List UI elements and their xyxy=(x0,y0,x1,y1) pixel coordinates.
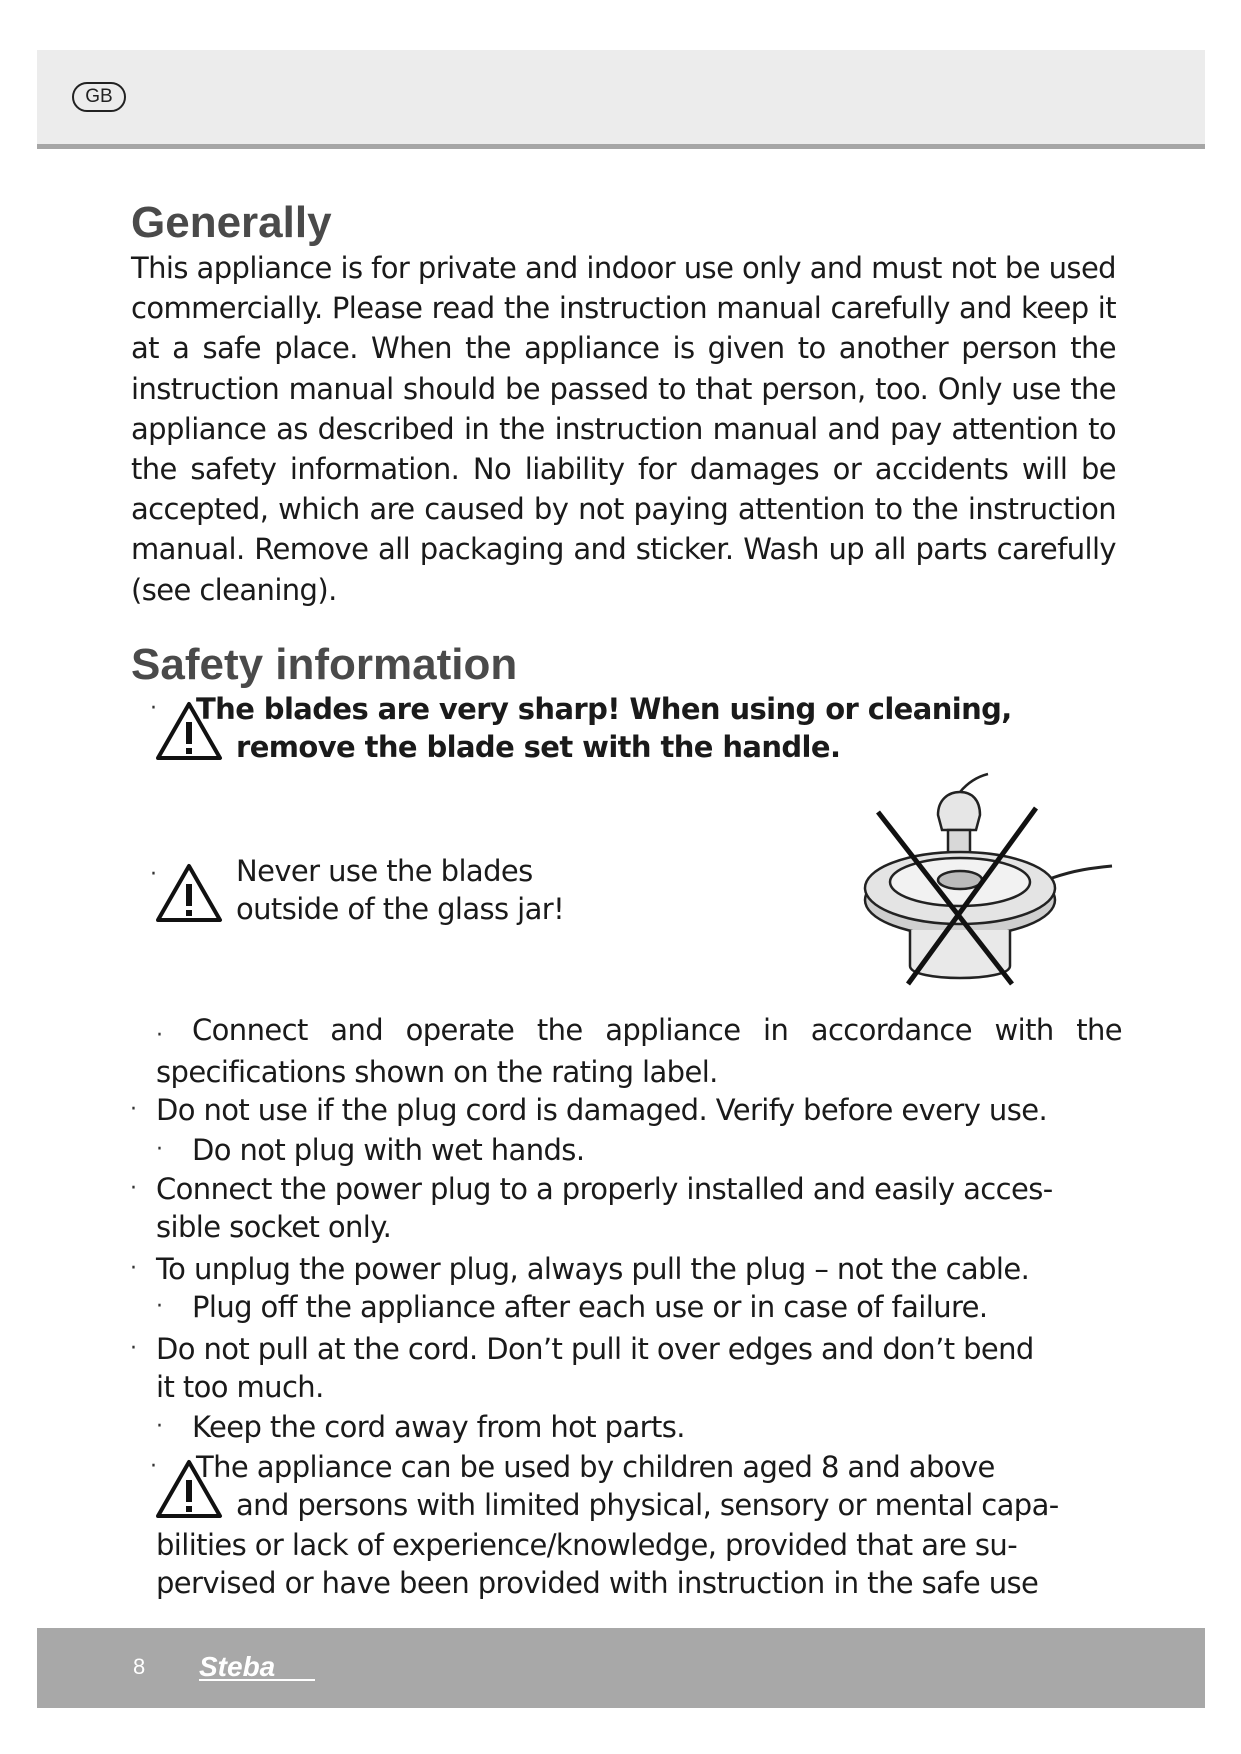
brand-logo-text: Steba xyxy=(199,1651,276,1682)
warning-triangle-icon xyxy=(154,862,224,924)
item-plug-off: Plug off the appliance after each use or in case of failure. xyxy=(192,1290,988,1324)
item-wet-hands: Do not plug with wet hands. xyxy=(192,1133,585,1167)
item-unplug: To unplug the power plug, always pull the plug – not the cable. xyxy=(156,1252,1030,1286)
generally-paragraph: This appliance is for private and indoor use only and must not be used commercially. Please read the instruction manual carefully and keep it at a safe place. When the appliance is given to another person the instruction manual should be passed to that person, too. Only use the appliance as described in the instruction manual and pay attention to the safety information. No liability for damages or accidents will be accepted, which are caused by not paying attention to the instruction manual. Remove all packaging and sticker. Wash up all parts carefully (see cleaning). xyxy=(131,251,1116,607)
bullet: · xyxy=(150,696,157,721)
steba-logo xyxy=(195,1642,335,1692)
page-number: 8 xyxy=(133,1654,146,1679)
item-hot-parts: Keep the cord away from hot parts. xyxy=(192,1410,685,1444)
bullet: · xyxy=(130,1256,137,1281)
bullet: · xyxy=(156,1414,163,1439)
item-pull-line2: it too much. xyxy=(156,1370,324,1404)
item-connect-line2: specifications shown on the rating label. xyxy=(156,1055,718,1089)
bullet: · xyxy=(156,1294,163,1319)
warning1-line2: remove the blade set with the handle. xyxy=(236,730,841,764)
language-badge: GB xyxy=(72,82,126,112)
bullet: · xyxy=(156,1137,163,1162)
warning2-line1: Never use the blades xyxy=(236,854,533,888)
item-socket-line2: sible socket only. xyxy=(156,1210,392,1244)
bullet: · xyxy=(130,1176,137,1201)
section-heading-safety: Safety information xyxy=(131,640,518,689)
bullet: · xyxy=(150,862,157,887)
page-footer xyxy=(37,1628,1205,1708)
bullet: · xyxy=(156,1023,163,1048)
item-children-line3: bilities or lack of experience/knowledge, provided that are su- xyxy=(156,1528,1018,1562)
blade-set-crossed-out-figure xyxy=(830,770,1130,1000)
item-pull-line1: Do not pull at the cord. Don’t pull it over edges and don’t bend xyxy=(156,1332,1034,1366)
item-children-line2: and persons with limited physical, sensory or mental capa- xyxy=(236,1488,1059,1522)
bullet: · xyxy=(130,1336,137,1361)
warning2-line2: outside of the glass jar! xyxy=(236,892,565,926)
item-connect-line1: Connect and operate the appliance in accordance with the xyxy=(192,1013,1122,1047)
item-children-line1: The appliance can be used by children aged 8 and above xyxy=(196,1450,995,1484)
bullet: · xyxy=(130,1097,137,1122)
item-children-line4: pervised or have been provided with instruction in the safe use xyxy=(156,1566,1039,1600)
item-socket-line1: Connect the power plug to a properly installed and easily acces- xyxy=(156,1172,1053,1206)
page-header xyxy=(37,50,1205,149)
section-heading-generally: Generally xyxy=(131,198,332,247)
bullet: · xyxy=(150,1454,157,1479)
warning1-line1: The blades are very sharp! When using or cleaning, xyxy=(196,692,1012,726)
item-plug-cord: Do not use if the plug cord is damaged. Verify before every use. xyxy=(156,1093,1048,1127)
